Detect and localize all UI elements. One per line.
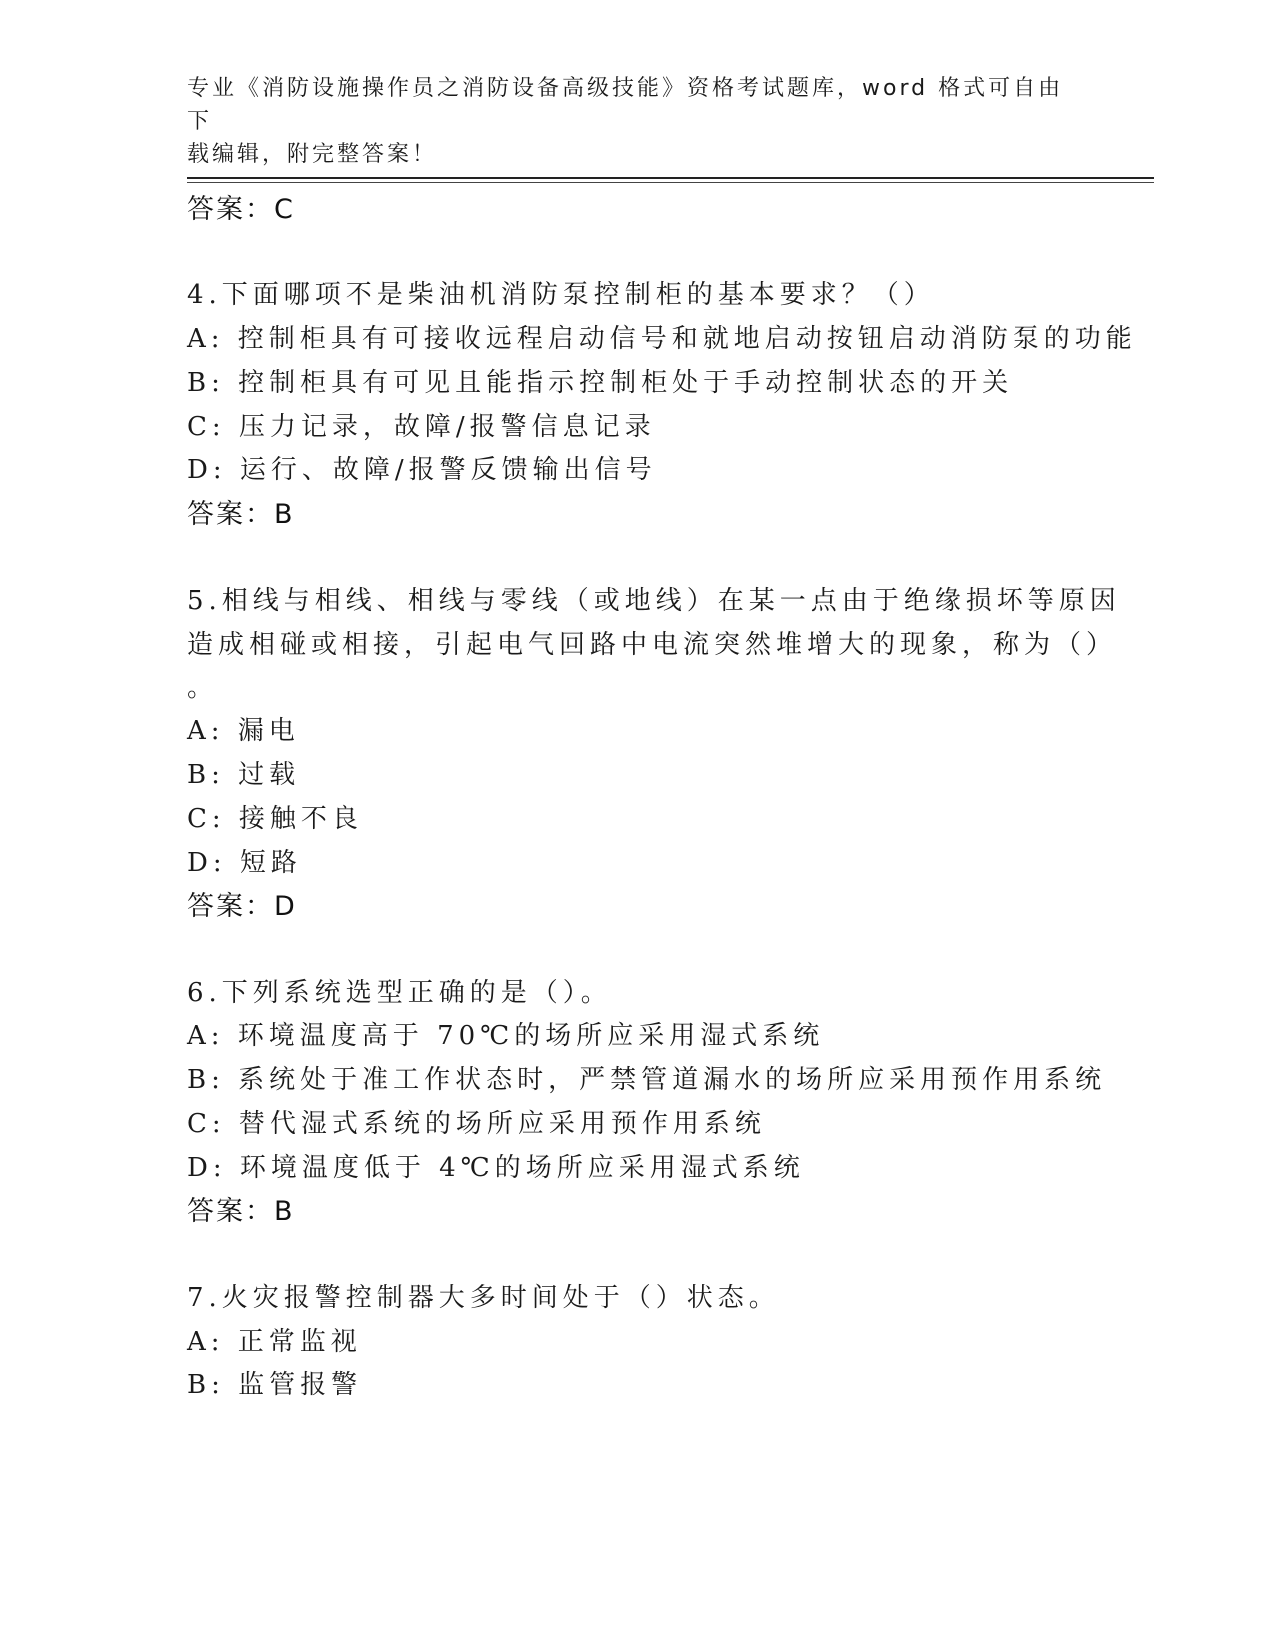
question-7-option-b: B: 监管报警 <box>187 1370 363 1400</box>
question-5-option-d: D: 短路 <box>187 848 302 878</box>
header-divider-thin <box>187 182 1154 183</box>
question-4-option-c: C: 压力记录，故障/报警信息记录 <box>187 412 656 442</box>
question-7-stem: 7.火灾报警控制器大多时间处于（）状态。 <box>187 1283 780 1313</box>
question-4-option-d: D: 运行、故障/报警反馈输出信号 <box>187 455 657 485</box>
header-divider-thick <box>187 177 1154 179</box>
question-5-option-a: A: 漏电 <box>187 716 300 746</box>
answer-q4: 答案：B <box>187 499 295 530</box>
question-6-option-a: A: 环境温度高于 70℃的场所应采用湿式系统 <box>187 1021 825 1051</box>
question-5-option-c: C: 接触不良 <box>187 804 363 834</box>
question-6-stem: 6.下列系统选型正确的是（）。 <box>187 978 612 1008</box>
question-4-option-a: A: 控制柜具有可接收远程启动信号和就地启动按钮启动消防泵的功能 <box>187 324 1137 354</box>
question-6-option-d: D: 环境温度低于 4℃的场所应采用湿式系统 <box>187 1153 805 1183</box>
question-5-stem-line-2: 造成相碰或相接，引起电气回路中电流突然堆增大的现象，称为（） <box>187 630 1118 660</box>
document-header <box>187 72 1067 171</box>
question-4-stem: 4.下面哪项不是柴油机消防泵控制柜的基本要求？（） <box>187 280 935 310</box>
question-6-option-c: C: 替代湿式系统的场所应采用预作用系统 <box>187 1109 766 1139</box>
answer-q3: 答案：C <box>187 194 295 225</box>
header-line-1: 专业《消防设施操作员之消防设备高级技能》资格考试题库，word 格式可自由下 <box>187 76 1064 134</box>
answer-q5: 答案：D <box>187 891 297 922</box>
question-5-stem-line-3: 。 <box>187 673 219 703</box>
question-6-option-b: B: 系统处于准工作状态时，严禁管道漏水的场所应采用预作用系统 <box>187 1065 1107 1095</box>
question-5-stem-line-1: 5.相线与相线、相线与零线（或地线）在某一点由于绝缘损坏等原因 <box>187 586 1121 616</box>
header-line-2: 载编辑，附完整答案！ <box>187 142 438 167</box>
question-4-option-b: B: 控制柜具有可见且能指示控制柜处于手动控制状态的开关 <box>187 368 1014 398</box>
question-7-option-a: A: 正常监视 <box>187 1327 362 1357</box>
answer-q6: 答案：B <box>187 1196 295 1227</box>
question-5-option-b: B: 过载 <box>187 760 301 790</box>
